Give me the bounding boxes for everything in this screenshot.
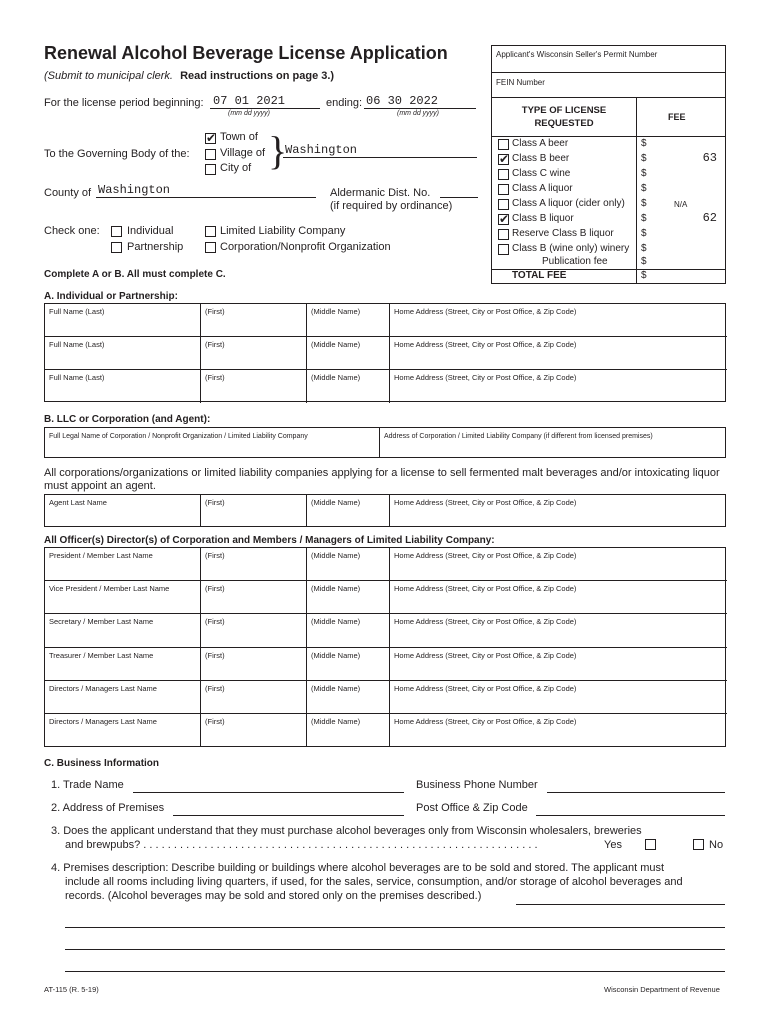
corporation-checkbox[interactable] — [205, 242, 216, 253]
q4-answer-line-3[interactable] — [65, 949, 725, 950]
name-cell[interactable] — [307, 714, 390, 747]
cell-label: (First) — [205, 340, 225, 349]
department: Wisconsin Department of Revenue — [604, 985, 720, 994]
license-type-label: Class B liquor — [512, 213, 574, 224]
name-cell[interactable] — [45, 370, 201, 403]
name-cell[interactable] — [307, 548, 390, 581]
name-cell[interactable] — [201, 581, 307, 614]
period-ending-label: ending: — [326, 97, 363, 109]
license-type-label: Class C wine — [512, 168, 571, 179]
cell-label: (First) — [205, 683, 225, 693]
po-zip-label: Post Office & Zip Code — [416, 802, 528, 814]
complete-note: Complete A or B. All must complete C. — [44, 269, 226, 280]
county-line — [96, 197, 316, 198]
fee-dollar: $ — [641, 228, 647, 239]
period-ending-line — [364, 108, 476, 109]
license-checkbox[interactable] — [498, 229, 509, 240]
q4-answer-line-4[interactable] — [65, 971, 725, 972]
fee-value[interactable]: 63 — [702, 151, 717, 165]
license-type-label: Class A beer — [512, 138, 569, 149]
name-cell[interactable] — [45, 337, 201, 370]
cell-label: Full Name (Last) — [49, 373, 105, 382]
corp-address-label: Address of Corporation / Limited Liability Company (if different from licensed premises) — [384, 433, 653, 440]
name-cell[interactable] — [201, 614, 307, 647]
name-cell[interactable] — [390, 370, 727, 403]
po-zip-line[interactable] — [536, 815, 725, 816]
license-type-header: TYPE OF LICENSE REQUESTED — [521, 105, 607, 129]
cell-label: (Middle Name) — [311, 650, 361, 660]
cell-label: (First) — [205, 373, 225, 382]
section-b-title: B. LLC or Corporation (and Agent): — [44, 414, 211, 425]
name-cell[interactable] — [390, 581, 727, 614]
fee-dollar: $ — [641, 138, 647, 149]
total-fee-dollar: $ — [641, 270, 647, 281]
name-cell[interactable] — [201, 304, 307, 337]
fee-dollar: $ — [641, 168, 647, 179]
cell-label: (Middle Name) — [311, 340, 361, 349]
name-cell[interactable] — [307, 614, 390, 647]
name-cell[interactable] — [201, 495, 307, 527]
period-beginning-label: For the license period beginning: — [44, 97, 204, 109]
seller-permit-label: Applicant's Wisconsin Seller's Permit Number — [496, 50, 658, 59]
cell-label: Home Address (Street, City or Post Office, & Zip Code) — [394, 584, 577, 594]
publication-fee-label: Publication fee — [542, 256, 608, 267]
q3-line2: and brewpubs? . . . . . . . . . . . . . . . . . . . . . . . . . . . . . . . . . . . . . . . . . . . . . . . . . . . . . . . . . . . . . . . . . — [65, 839, 538, 851]
q4-line3: records. (Alcohol beverages may be sold and stored only on the premises described.) — [65, 890, 482, 902]
fee-value[interactable]: 62 — [702, 211, 717, 225]
fein-box[interactable] — [491, 72, 726, 98]
governing-label: To the Governing Body of the: — [44, 148, 190, 160]
name-cell[interactable] — [390, 714, 727, 747]
license-type-label: Class B (wine only) winery — [512, 243, 630, 254]
aldermanic-label: Aldermanic Dist. No. — [330, 187, 431, 199]
q3-no-checkbox[interactable] — [693, 839, 704, 850]
cell-label: (First) — [205, 498, 225, 507]
aldermanic-line — [440, 197, 478, 198]
name-cell[interactable] — [201, 370, 307, 403]
corporation-label: Corporation/Nonprofit Organization — [220, 241, 391, 253]
cell-label: Home Address (Street, City or Post Office, & Zip Code) — [394, 340, 577, 349]
fee-dollar: $ — [641, 198, 647, 209]
partnership-checkbox[interactable] — [111, 242, 122, 253]
cell-label: (Middle Name) — [311, 617, 361, 627]
license-checkbox[interactable] — [498, 169, 509, 180]
partnership-label: Partnership — [127, 241, 184, 253]
cell-label: Home Address (Street, City or Post Office, & Zip Code) — [394, 683, 577, 693]
cell-label: Full Name (Last) — [49, 340, 105, 349]
officers-table — [44, 547, 726, 747]
license-type-label: Class B beer — [512, 153, 570, 164]
license-table-divider — [636, 98, 637, 283]
license-table — [491, 98, 726, 284]
subtitle — [44, 70, 334, 82]
form-id: AT-115 (R. 5-19) — [44, 985, 99, 994]
period-beginning-hint: (mm dd yyyy) — [228, 110, 270, 117]
village-of-label: Village of — [220, 147, 266, 159]
q4-answer-line-2[interactable] — [65, 927, 725, 928]
cell-label: (Middle Name) — [311, 551, 361, 560]
premises-address-line[interactable] — [173, 815, 404, 816]
trade-name-line[interactable] — [133, 792, 404, 793]
name-cell[interactable] — [390, 337, 727, 370]
agent-table — [44, 494, 726, 527]
city-of-checkbox[interactable] — [205, 164, 216, 175]
license-checkbox[interactable] — [498, 199, 509, 210]
name-cell[interactable] — [45, 304, 201, 337]
seller-permit-box[interactable] — [491, 45, 726, 72]
corp-divider — [379, 428, 380, 458]
q3-no-label: No — [709, 839, 724, 851]
publication-fee-dollar: $ — [641, 256, 647, 267]
period-beginning-line — [210, 108, 320, 109]
name-cell[interactable] — [201, 337, 307, 370]
cell-label: Home Address (Street, City or Post Office, & Zip Code) — [394, 373, 577, 382]
name-cell[interactable] — [390, 614, 727, 647]
check-one-label: Check one: — [44, 225, 100, 237]
license-checkbox[interactable] — [498, 184, 509, 195]
individual-label: Individual — [127, 225, 174, 237]
phone-line[interactable] — [547, 792, 725, 793]
cell-label: (First) — [205, 307, 225, 316]
period-ending-value[interactable]: 06 30 2022 — [366, 94, 439, 108]
governing-value[interactable]: Washington — [285, 143, 358, 157]
corp-table — [44, 427, 726, 458]
cell-label: Home Address (Street, City or Post Office, & Zip Code) — [394, 717, 577, 726]
license-type-label: Class A liquor — [512, 183, 573, 194]
cell-label: (First) — [205, 551, 225, 560]
name-cell[interactable] — [307, 648, 390, 681]
period-beginning-value[interactable]: 07 01 2021 — [213, 94, 286, 108]
name-cell[interactable] — [45, 681, 201, 714]
name-cell[interactable] — [45, 614, 201, 647]
town-of-checkbox[interactable] — [205, 133, 216, 144]
trade-name-label: 1. Trade Name — [51, 779, 124, 791]
name-cell[interactable] — [390, 548, 727, 581]
brace-icon: } — [268, 128, 288, 173]
fee-value[interactable]: N/A — [674, 200, 688, 209]
name-cell[interactable] — [390, 495, 727, 527]
individual-checkbox[interactable] — [111, 226, 122, 237]
section-c-title: C. Business Information — [44, 758, 160, 769]
phone-label: Business Phone Number — [416, 779, 538, 791]
name-cell[interactable] — [45, 548, 201, 581]
county-value[interactable]: Washington — [98, 183, 171, 197]
q4-line1: 4. Premises description: Describe building or buildings where alcohol beverages are to be sold and stored. The applicant must — [51, 862, 665, 874]
fein-label: FEIN Number — [496, 78, 545, 87]
town-of-label: Town of — [220, 131, 258, 143]
license-checkbox[interactable] — [498, 214, 509, 225]
q3-yes-checkbox[interactable] — [645, 839, 656, 850]
name-cell[interactable] — [307, 681, 390, 714]
name-cell[interactable] — [390, 681, 727, 714]
subtitle-italic: (Submit to municipal clerk. — [44, 70, 173, 82]
name-cell[interactable] — [45, 714, 201, 747]
license-checkbox[interactable] — [498, 139, 509, 150]
cell-label: (Middle Name) — [311, 683, 361, 693]
cell-label: (First) — [205, 717, 225, 726]
name-cell[interactable] — [45, 581, 201, 614]
agent-note: All corporations/organizations or limited liability companies applying for a license to sell fermented malt beverages and/or intoxicating liquor must appoint an agent. — [44, 467, 720, 492]
cell-label: Agent Last Name — [49, 498, 107, 507]
name-cell[interactable] — [307, 495, 390, 527]
license-checkbox[interactable] — [498, 244, 509, 255]
name-cell[interactable] — [390, 304, 727, 337]
cell-label: Treasurer / Member Last Name — [49, 650, 154, 660]
section-a-table — [44, 303, 726, 402]
q3-line1: 3. Does the applicant understand that they must purchase alcohol beverages only from Wisconsin wholesalers, breweries — [51, 825, 642, 837]
name-cell[interactable] — [307, 581, 390, 614]
q4-line2: include all rooms including living quarters, if used, for the sales, service, consumption, and/or storage of alcohol beverages and — [65, 876, 683, 888]
cell-label: (Middle Name) — [311, 373, 361, 382]
license-table-header-line — [492, 136, 726, 137]
fee-dollar: $ — [641, 153, 647, 164]
cell-label: (Middle Name) — [311, 717, 361, 726]
cell-label: (First) — [205, 584, 225, 594]
name-cell[interactable] — [201, 714, 307, 747]
cell-label: Home Address (Street, City or Post Office, & Zip Code) — [394, 650, 577, 660]
q3-yes-label: Yes — [604, 839, 622, 851]
name-cell[interactable] — [307, 370, 390, 403]
cell-label: Secretary / Member Last Name — [49, 617, 154, 627]
cell-label: Home Address (Street, City or Post Office, & Zip Code) — [394, 551, 577, 560]
name-cell[interactable] — [45, 495, 201, 527]
subtitle-bold: Read instructions on page 3.) — [180, 70, 335, 82]
cell-label: (Middle Name) — [311, 498, 361, 507]
city-of-label: City of — [220, 162, 252, 174]
section-a-title: A. Individual or Partnership: — [44, 291, 178, 302]
cell-label: (Middle Name) — [311, 307, 361, 316]
cell-label: (First) — [205, 650, 225, 660]
cell-label: Full Name (Last) — [49, 307, 105, 316]
period-ending-hint: (mm dd yyyy) — [397, 110, 439, 117]
cell-label: (Middle Name) — [311, 584, 361, 594]
aldermanic-note: (if required by ordinance) — [330, 200, 453, 212]
license-type-label: Reserve Class B liquor — [512, 228, 614, 239]
llc-label: Limited Liability Company — [220, 225, 346, 237]
llc-checkbox[interactable] — [205, 226, 216, 237]
name-cell[interactable] — [201, 648, 307, 681]
village-of-checkbox[interactable] — [205, 149, 216, 160]
name-cell[interactable] — [45, 648, 201, 681]
fee-dollar: $ — [641, 243, 647, 254]
name-cell[interactable] — [307, 337, 390, 370]
name-cell[interactable] — [201, 548, 307, 581]
cell-label: Home Address (Street, City or Post Office, & Zip Code) — [394, 498, 577, 507]
cell-label: Directors / Managers Last Name — [49, 717, 157, 726]
form-title: Renewal Alcohol Beverage License Application — [44, 43, 448, 63]
governing-line — [283, 157, 477, 158]
q4-answer-line-1[interactable] — [516, 904, 725, 905]
cell-label: Directors / Managers Last Name — [49, 683, 157, 693]
cell-label: (First) — [205, 617, 225, 627]
name-cell[interactable] — [390, 648, 727, 681]
corp-name-label: Full Legal Name of Corporation / Nonprofit Organization / Limited Liability Company — [49, 433, 308, 440]
name-cell[interactable] — [201, 681, 307, 714]
name-cell[interactable] — [307, 304, 390, 337]
premises-address-label: 2. Address of Premises — [51, 802, 165, 814]
fee-dollar: $ — [641, 213, 647, 224]
license-checkbox[interactable] — [498, 154, 509, 165]
cell-label: President / Member Last Name — [49, 551, 153, 560]
cell-label: Home Address (Street, City or Post Office, & Zip Code) — [394, 307, 577, 316]
county-label: County of — [44, 187, 92, 199]
officers-title: All Officer(s) Director(s) of Corporation and Members / Managers of Limited Liability Company: — [44, 535, 495, 546]
cell-label: Vice President / Member Last Name — [49, 584, 170, 594]
license-type-label: Class A liquor (cider only) — [512, 198, 625, 209]
fee-dollar: $ — [641, 183, 647, 194]
license-fee-header: FEE — [668, 112, 686, 122]
total-fee-label: TOTAL FEE — [512, 270, 567, 281]
cell-label: Home Address (Street, City or Post Office, & Zip Code) — [394, 617, 577, 627]
